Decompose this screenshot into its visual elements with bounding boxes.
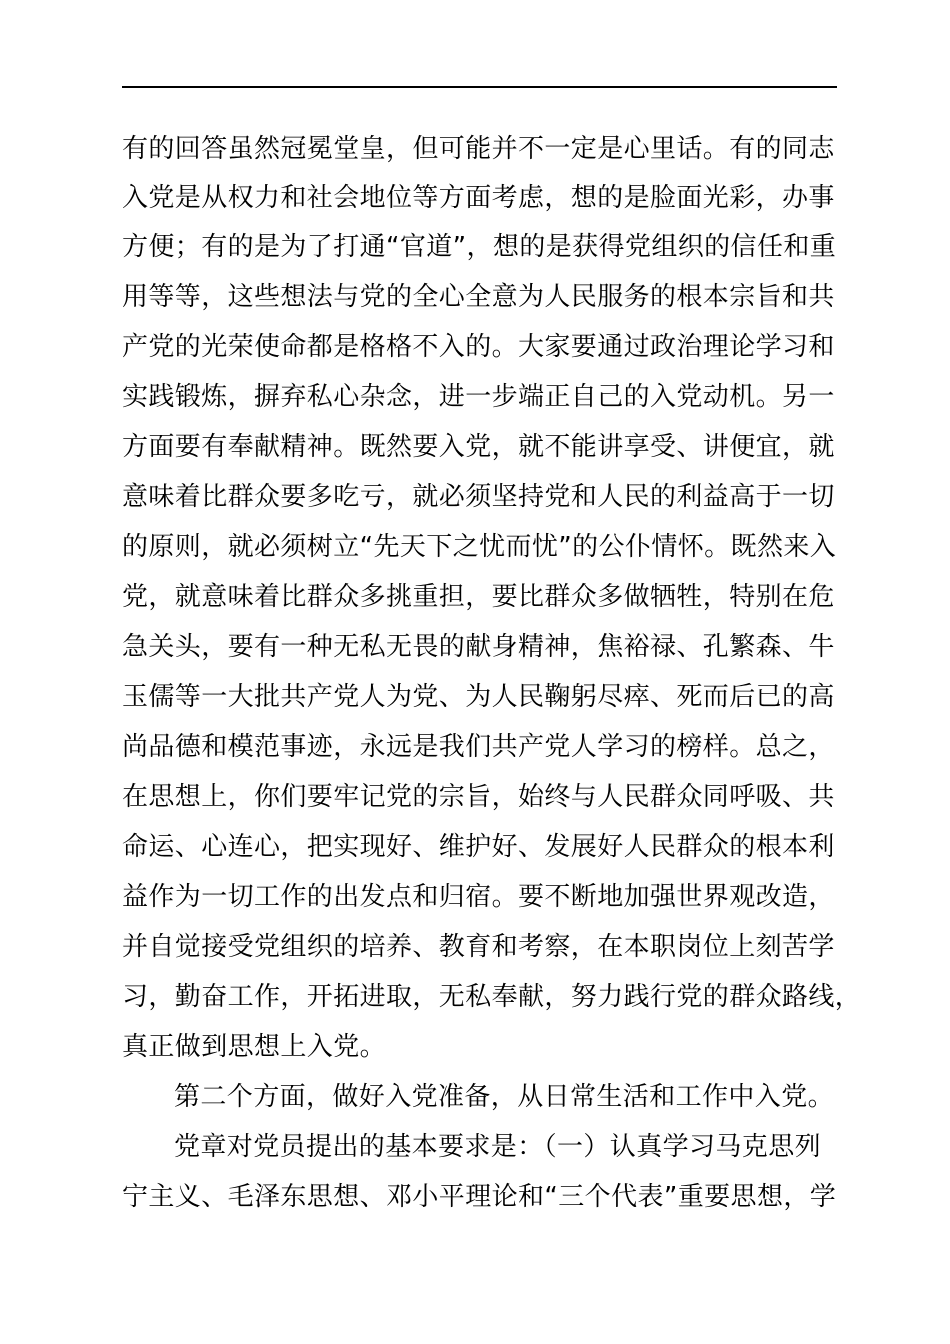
text-line: 有的回答虽然冠冕堂皇，但可能并不一定是心里话。有的同志 xyxy=(122,134,835,164)
text-line: 益作为一切工作的出发点和归宿。要不断地加强世界观改造， xyxy=(122,882,835,912)
text-line: 方面要有奉献精神。既然要入党，就不能讲享受、讲便宜，就 xyxy=(122,432,835,462)
text-line: 方便；有的是为了打通“官道”，想的是获得党组织的信任和重 xyxy=(122,232,837,262)
paragraph-first-line: 党章对党员提出的基本要求是：（一）认真学习马克思列 xyxy=(174,1132,822,1162)
text-line: 并自觉接受党组织的培养、教育和考察，在本职岗位上刻苦学 xyxy=(122,932,835,962)
header-rule xyxy=(122,86,837,88)
text-line: 命运、心连心，把实现好、维护好、发展好人民群众的根本利 xyxy=(122,832,835,862)
text-line: 实践锻炼，摒弃私心杂念，进一步端正自己的入党动机。另一 xyxy=(122,382,835,412)
text-line: 意味着比群众要多吃亏，就必须坚持党和人民的利益高于一切 xyxy=(122,482,835,512)
text-line: 宁主义、毛泽东思想、邓小平理论和“三个代表”重要思想，学 xyxy=(122,1182,837,1212)
text-line: 玉儒等一大批共产党人为党、为人民鞠躬尽瘁、死而后已的高 xyxy=(122,682,835,712)
text-line: 用等等，这些想法与党的全心全意为人民服务的根本宗旨和共 xyxy=(122,282,835,312)
text-line: 真正做到思想上入党。 xyxy=(122,1032,387,1062)
text-line: 急关头，要有一种无私无畏的献身精神，焦裕禄、孔繁森、牛 xyxy=(122,632,835,662)
text-line: 入党是从权力和社会地位等方面考虑，想的是脸面光彩，办事 xyxy=(122,183,835,213)
text-line: 的原则，就必须树立“先天下之忧而忧”的公仆情怀。既然来入 xyxy=(122,532,837,562)
paragraph-first-line: 第二个方面，做好入党准备，从日常生活和工作中入党。 xyxy=(174,1082,835,1112)
text-line: 在思想上，你们要牢记党的宗旨，始终与人民群众同呼吸、共 xyxy=(122,782,835,812)
text-line: 习，勤奋工作，开拓进取，无私奉献，努力践行党的群众路线， xyxy=(122,982,862,1012)
text-line: 产党的光荣使命都是格格不入的。大家要通过政治理论学习和 xyxy=(122,332,835,362)
text-line: 党，就意味着比群众多挑重担，要比群众多做牺牲，特别在危 xyxy=(122,582,835,612)
text-line: 尚品德和模范事迹，永远是我们共产党人学习的榜样。总之， xyxy=(122,732,835,762)
